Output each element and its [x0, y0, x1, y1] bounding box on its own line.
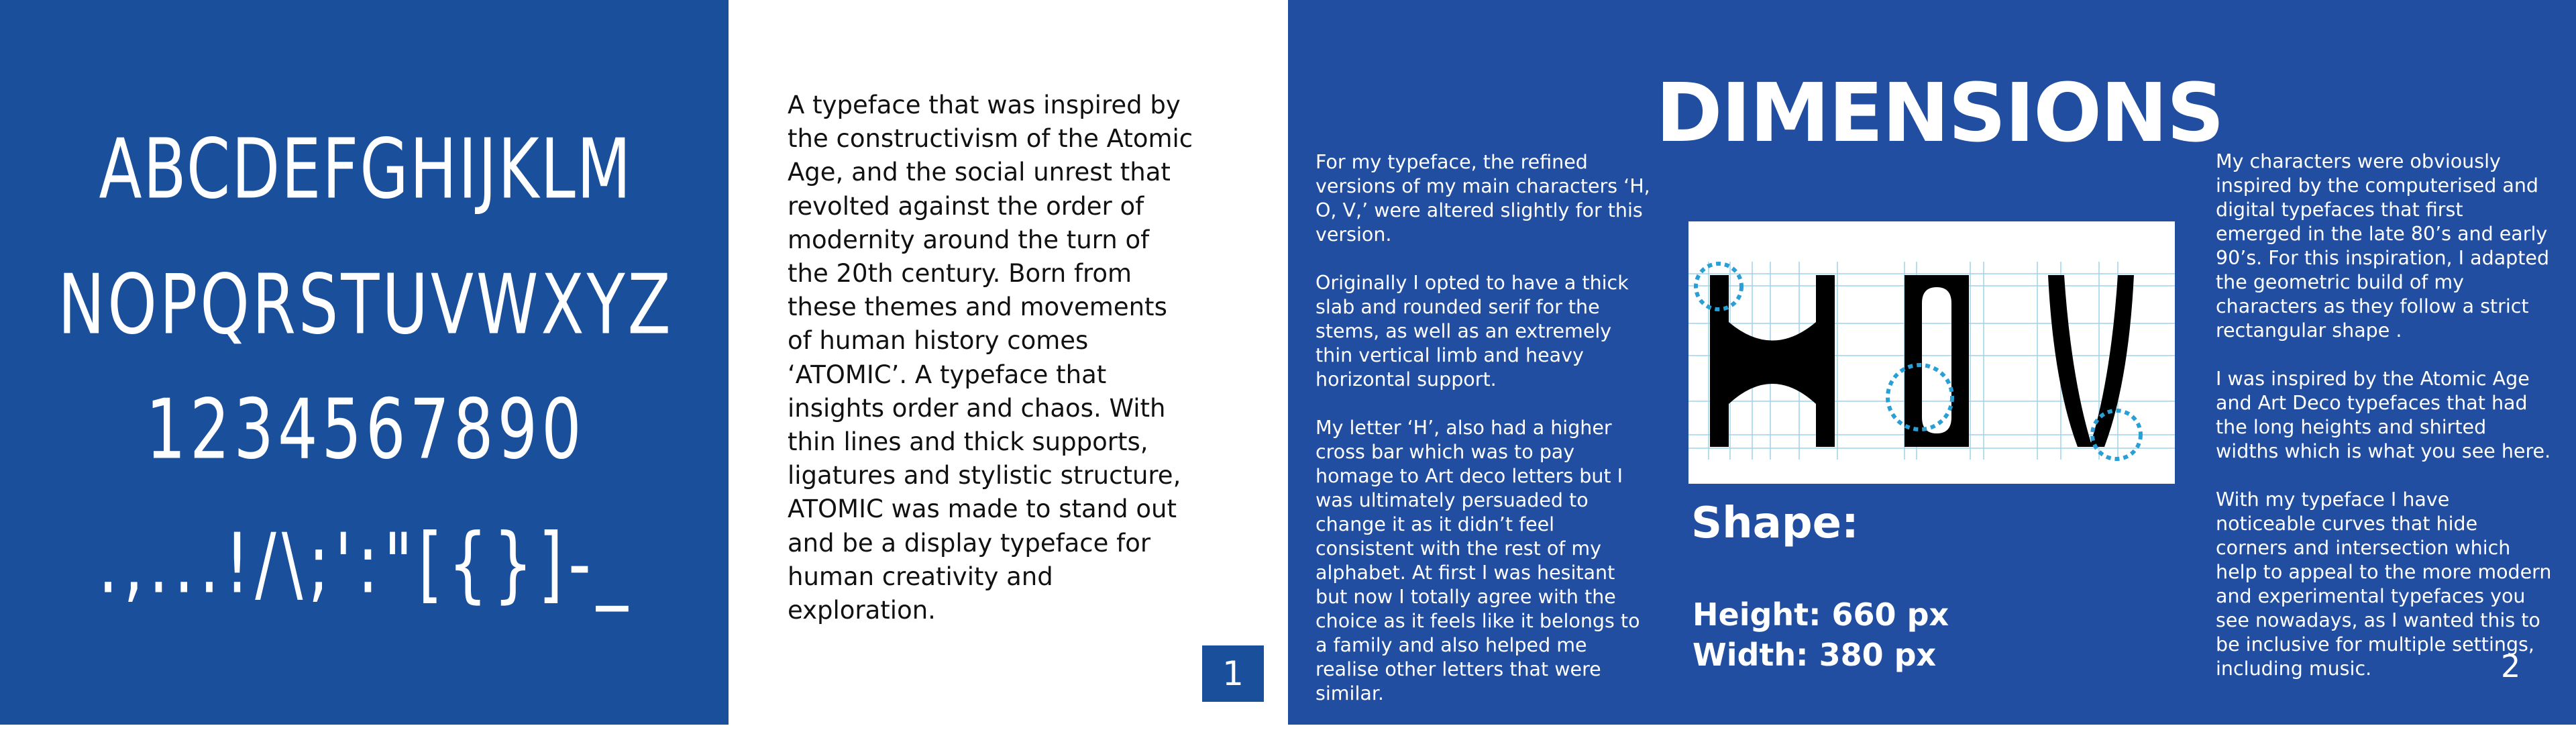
page-number-1: 1: [1202, 645, 1264, 702]
intro-paragraph: A typeface that was inspired by the constructivism of the Atomic Age, and the social unrest that revolted against the order of modernity around the turn of the 20th century. Born from these themes and movements of human history comes ‘ATOMIC’. A typeface that insights order and chaos. With thin lines and thick supports, ligatures and stylistic structure, ATOMIC was made to stand out and be a display typeface for human creativity and exploration.: [788, 91, 1193, 625]
dimensions-right-column: [2216, 150, 2555, 705]
right-column-paragraph: I was inspired by the Atomic Age and Art Deco typefaces that had the long heights and shirted widths which is what you see here.: [2216, 368, 2551, 462]
page-number-2: 2: [2501, 648, 2521, 684]
glyph-line-uppercase-n-z: NOPQRSTUVWXYZ: [58, 256, 674, 353]
left-column-paragraph: Originally I opted to have a thick slab and rounded serif for the stems, as well as an extremely thin vertical limb and heavy horizontal support.: [1316, 272, 1629, 390]
page-title: DIMENSIONS: [1656, 67, 2224, 160]
dimensions-left-column: [1316, 150, 1651, 730]
glyph-line-uppercase-a-m: ABCDEFGHIJKLM: [99, 121, 633, 217]
alphabet-panel: [0, 0, 729, 725]
glyph-line-numerals: 1234567890: [146, 381, 586, 478]
letter-o-glyph: [1904, 275, 1969, 447]
width-value: Width: 380 px: [1693, 637, 1937, 673]
left-column-paragraph: My letter ‘H’, also had a higher cross bar which was to pay homage to Art deco letters but I was ultimately persuaded to change it as it didn’t feel consistent with the rest of my alphabet. At first I was hesitant but now I totally agree with the choice as it feels like it belongs to a family and also helped me realise other letters that were similar.: [1316, 417, 1640, 705]
right-column-paragraph: My characters were obviously inspired by the computerised and digital typefaces that first emerged in the late 80’s and early 90’s. For this inspiration, I adapted the geometric build of my characters as they follow a strict rectangular shape .: [2216, 150, 2550, 342]
height-value: Height: 660 px: [1693, 596, 1949, 633]
letter-h-glyph: [1710, 275, 1835, 447]
shape-heading: Shape:: [1691, 499, 1859, 548]
letter-specimen: [1688, 221, 2175, 484]
left-column-paragraph: For my typeface, the refined versions of my main characters ‘H, O, V,’ were altered slightly for this version.: [1316, 151, 1650, 246]
right-column-paragraph: With my typeface I have noticeable curves that hide corners and intersection which help to appeal to the more modern and experimental typefaces you see nowadays, as I wanted this to be inclusive for multiple settings, including music.: [2216, 488, 2552, 680]
glyph-line-punctuation: .,...!/\;':"[{}]-_: [98, 515, 633, 612]
